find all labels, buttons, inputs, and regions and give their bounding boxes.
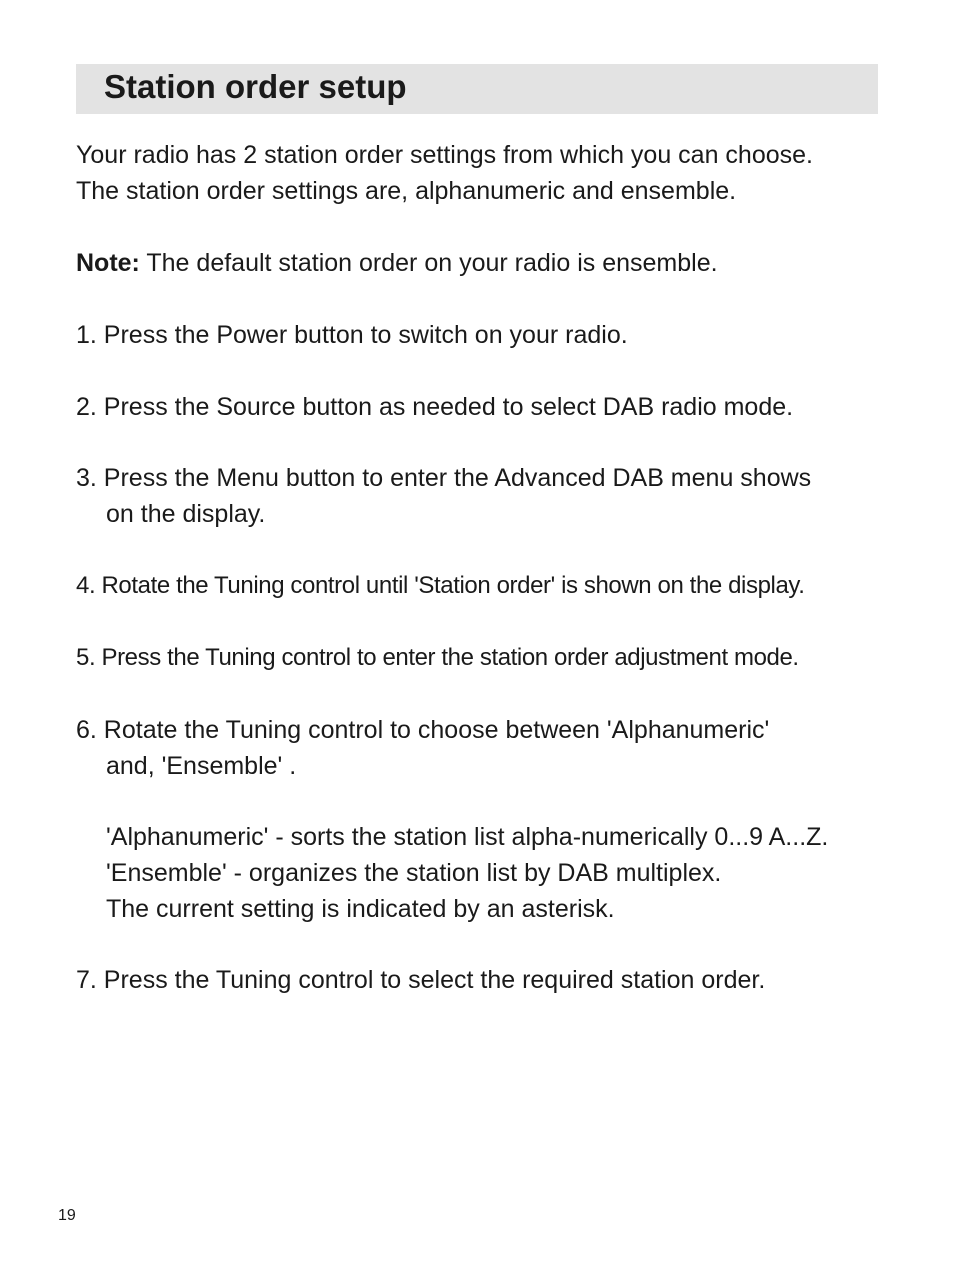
step-3-continued: on the display. [106, 500, 266, 528]
step-3: 3. Press the Menu button to enter the Advanced DAB menu shows [76, 464, 812, 492]
option-ensemble: 'Ensemble' - organizes the station list by DAB multiplex. [106, 859, 722, 887]
current-setting-note: The current setting is indicated by an asterisk. [106, 895, 615, 923]
page-title: Station order setup [104, 68, 407, 105]
step-1: 1. Press the Power button to switch on your radio. [76, 321, 628, 349]
note-label: Note: [76, 249, 140, 277]
step-4: 4. Rotate the Tuning control until 'Station order' is shown on the display. [76, 572, 805, 599]
page-number: 19 [58, 1207, 76, 1224]
intro-line: Your radio has 2 station order settings from which you can choose. [76, 141, 813, 169]
step-7: 7. Press the Tuning control to select the required station order. [76, 966, 766, 994]
note-paragraph [76, 245, 718, 281]
step-6-continued: and, 'Ensemble' . [106, 752, 297, 780]
step-6: 6. Rotate the Tuning control to choose between 'Alphanumeric' [76, 716, 770, 744]
option-alphanumeric: 'Alphanumeric' - sorts the station list alpha-numerically 0...9 A...Z. [106, 823, 829, 851]
section-header [76, 64, 878, 114]
step-5: 5. Press the Tuning control to enter the station order adjustment mode. [76, 644, 799, 671]
note-text: The default station order on your radio is ensemble. [139, 249, 718, 277]
step-2: 2. Press the Source button as needed to select DAB radio mode. [76, 393, 794, 421]
intro-line: The station order settings are, alphanumeric and ensemble. [76, 177, 737, 205]
